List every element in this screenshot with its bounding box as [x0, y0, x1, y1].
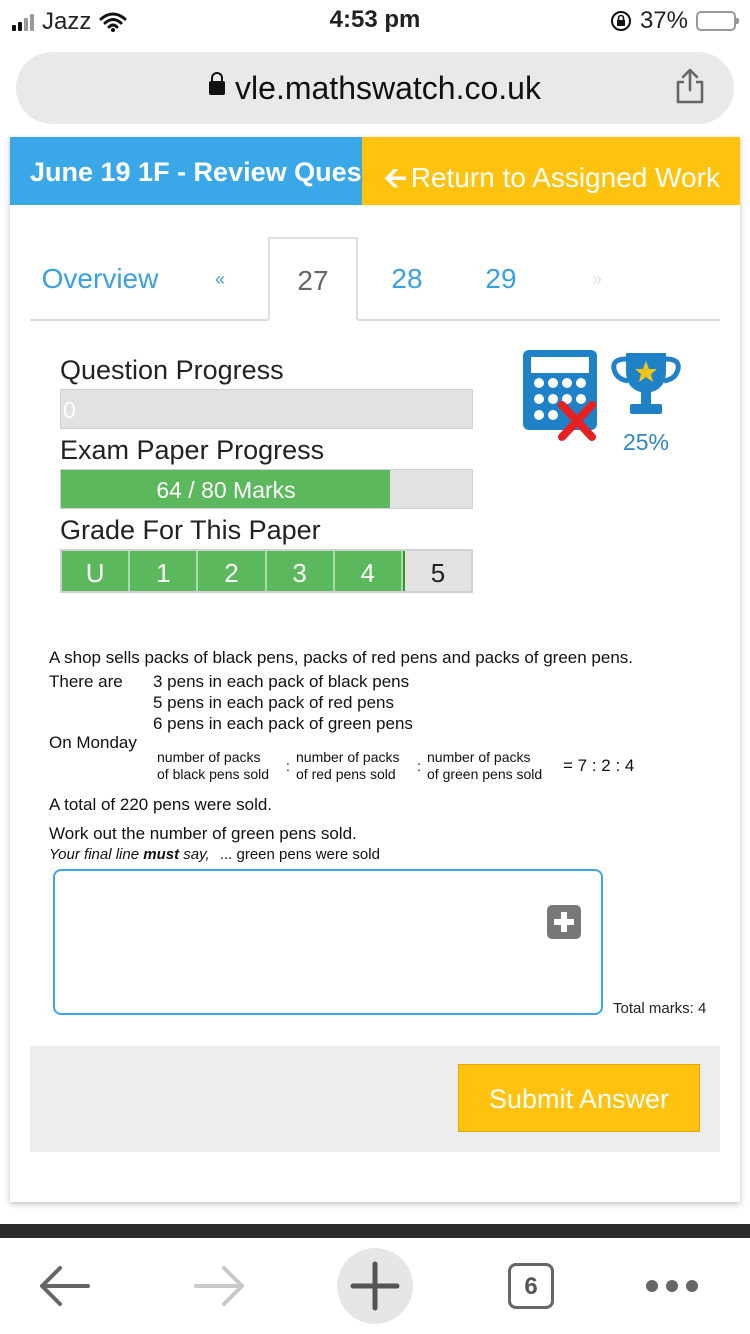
- arrow-left-icon: 🡨: [384, 162, 407, 193]
- grade-label: Grade For This Paper: [60, 515, 321, 545]
- exam-progress-text: 64 / 80 Marks: [156, 477, 296, 503]
- lock-icon: [209, 81, 225, 95]
- clock: 4:53 pm: [329, 6, 421, 33]
- answer-input[interactable]: [53, 869, 603, 1015]
- status-bar: [0, 0, 750, 40]
- grade-cell: 1: [130, 551, 198, 591]
- return-to-assigned-work-button[interactable]: [362, 137, 740, 205]
- trophy-icon: [608, 349, 684, 419]
- ratio-term-1a: number of packs: [157, 749, 261, 765]
- total-marks: Total marks: 4: [613, 1000, 707, 1017]
- carrier-label: Jazz: [42, 8, 92, 35]
- tab-overview[interactable]: Overview: [41, 263, 159, 294]
- add-working-icon[interactable]: [547, 905, 581, 939]
- url-text: vle.mathswatch.co.uk: [235, 70, 541, 106]
- share-icon[interactable]: [674, 68, 706, 104]
- return-label: Return to Assigned Work: [410, 162, 720, 193]
- exam-progress-bar: [60, 469, 473, 509]
- page-card: [10, 137, 740, 1202]
- ratio-term-3b: of green pens sold: [427, 766, 543, 782]
- question-item-2: 5 pens in each pack of red pens: [153, 693, 394, 712]
- exam-progress-label: Exam Paper Progress: [60, 435, 325, 465]
- grade-cell: U: [62, 551, 130, 591]
- submit-answer-button[interactable]: Submit Answer: [458, 1064, 700, 1132]
- question-progress-value: 0: [63, 397, 76, 423]
- tab-next[interactable]: »: [591, 269, 602, 289]
- ratio-value: = 7 : 2 : 4: [563, 756, 635, 775]
- grade-cell: 5: [403, 551, 471, 591]
- back-icon[interactable]: [26, 1248, 102, 1324]
- toolbar-divider: [0, 1224, 750, 1238]
- tab-prev[interactable]: «: [214, 269, 225, 289]
- ratio-term-3a: number of packs: [427, 749, 531, 765]
- question-item-3: 6 pens in each pack of green pens: [153, 714, 413, 733]
- tab-29[interactable]: 29: [485, 263, 517, 294]
- ratio-term-2b: of red pens sold: [296, 766, 396, 782]
- tab-count-button[interactable]: 6: [508, 1263, 554, 1309]
- grade-cell: 2: [198, 551, 266, 591]
- grade-cell: 3: [267, 551, 335, 591]
- ratio-colon: :: [417, 758, 421, 774]
- question-progress-label: Question Progress: [60, 355, 284, 385]
- address-bar[interactable]: [16, 52, 734, 124]
- question-item-1: 3 pens in each pack of black pens: [153, 672, 410, 691]
- ratio-colon: :: [286, 758, 290, 774]
- plus-icon: [337, 1248, 413, 1324]
- url-display[interactable]: [16, 70, 734, 107]
- rotation-lock-icon: [610, 10, 632, 32]
- final-line-instruction: Your final line must say, ... green pens were sold: [49, 846, 380, 863]
- submit-area: [30, 1046, 720, 1152]
- question-tabs: [30, 237, 720, 321]
- new-tab-button[interactable]: [337, 1248, 413, 1324]
- forward-icon[interactable]: [182, 1248, 258, 1324]
- browser-toolbar: [0, 1238, 750, 1334]
- ratio-term-1b: of black pens sold: [157, 766, 270, 782]
- battery-icon: [696, 11, 736, 31]
- grade-bar: [60, 549, 473, 593]
- more-icon[interactable]: [636, 1248, 712, 1324]
- trophy-percent: 25%: [622, 429, 670, 455]
- battery-percent: 37%: [639, 7, 688, 34]
- question-progress-bar: [60, 389, 473, 429]
- status-right: [610, 7, 736, 35]
- total-pens-line: A total of 220 pens were sold.: [49, 795, 273, 814]
- ratio-term-2a: number of packs: [296, 749, 400, 765]
- question-line-1: A shop sells packs of black pens, packs of red pens and packs of green pens.: [49, 648, 634, 667]
- grade-cell: 4: [335, 551, 403, 591]
- tab-28[interactable]: 28: [391, 263, 423, 294]
- tab-27[interactable]: 27: [268, 237, 358, 321]
- on-monday-label: On Monday: [49, 733, 137, 752]
- calculator-not-allowed-icon: [522, 349, 598, 441]
- work-out-line: Work out the number of green pens sold.: [49, 824, 357, 843]
- paper-title: June 19 1F - Review Ques: [10, 137, 362, 205]
- there-are-label: There are: [49, 672, 123, 691]
